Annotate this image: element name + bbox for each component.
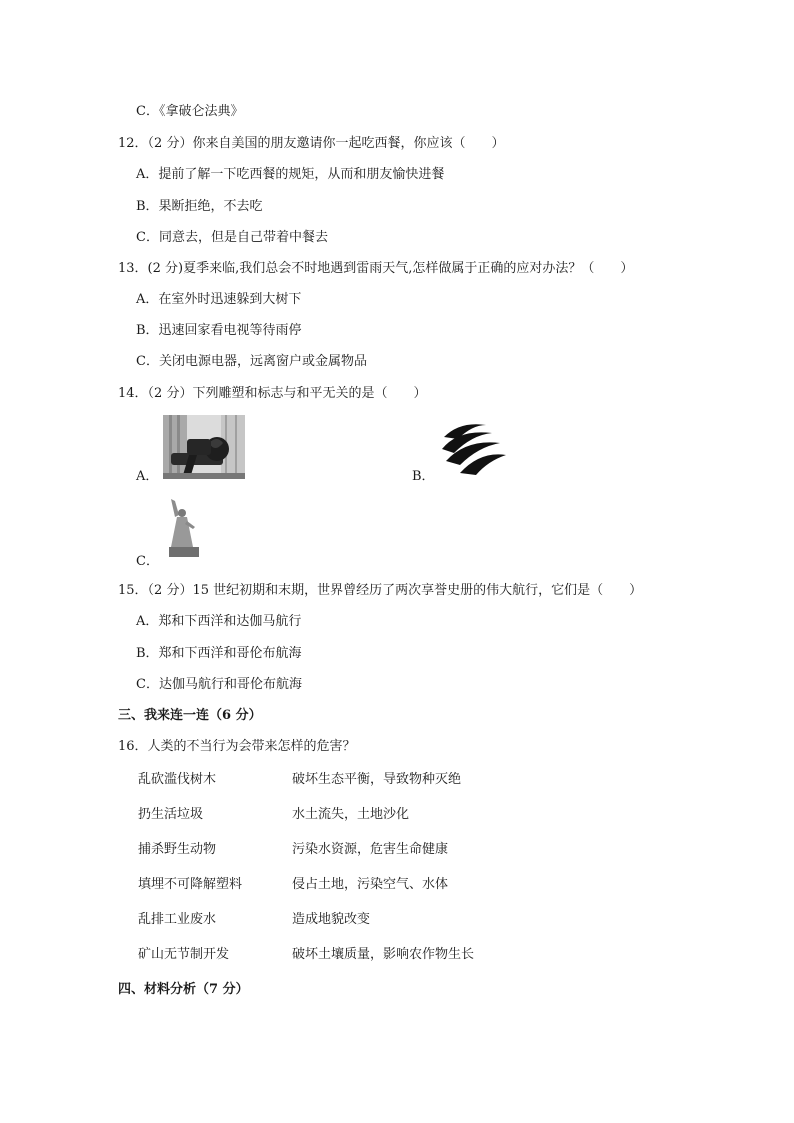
q16-stem: 16．人类的不当行为会带来怎样的危害？ [118, 739, 356, 754]
q13-option-c: C．关闭电源电器，远离窗户或金属物品 [136, 354, 367, 369]
match-left-item: 矿山无节制开发 [138, 947, 230, 962]
wto-logo-image [436, 415, 508, 479]
q15-option-c: C．达伽马航行和哥伦布航海 [136, 677, 302, 692]
q11-option-c: C．《拿破仑法典》 [136, 104, 244, 119]
q15-stem: 15．（2 分）15 世纪初期和末期，世界曾经历了两次享誉史册的伟大航行，它们是（ ） [118, 583, 643, 598]
match-left-item: 乱排工业废水 [138, 912, 217, 927]
match-right-item: 侵占土地，污染空气、水体 [292, 877, 449, 892]
q14-label-b: B． [412, 469, 435, 484]
match-right-item: 污染水资源，危害生命健康 [292, 842, 449, 857]
statue-figure-image [165, 495, 205, 559]
q15-option-a: A．郑和下西洋和达伽马航行 [136, 614, 302, 629]
match-right-item: 水土流失，土地沙化 [292, 807, 410, 822]
q12-option-a: A．提前了解一下吃西餐的规矩，从而和朋友愉快进餐 [136, 167, 445, 182]
q12-stem: 12．（2 分）你来自美国的朋友邀请你一起吃西餐，你应该（ ） [118, 136, 505, 151]
knotted-gun-sculpture-image [163, 415, 245, 479]
q13-option-b: B．迅速回家看电视等待雨停 [136, 323, 302, 338]
section4-heading: 四、材料分析（7 分） [118, 982, 249, 997]
q12-option-c: C．同意去，但是自己带着中餐去 [136, 230, 328, 245]
section3-heading: 三、我来连一连（6 分） [118, 708, 262, 723]
q14-label-a: A． [136, 469, 159, 484]
q13-option-a: A．在室外时迅速躲到大树下 [136, 292, 302, 307]
match-right-item: 造成地貌改变 [292, 912, 371, 927]
q14-label-c: C． [136, 554, 159, 569]
match-left-item: 扔生活垃圾 [138, 807, 204, 822]
match-left-item: 乱砍滥伐树木 [138, 772, 217, 787]
match-right-item: 破坏生态平衡，导致物种灭绝 [292, 772, 462, 787]
match-right-item: 破坏土壤质量，影响农作物生长 [292, 947, 475, 962]
match-left-item: 捕杀野生动物 [138, 842, 217, 857]
q12-option-b: B．果断拒绝，不去吃 [136, 199, 263, 214]
match-left-item: 填埋不可降解塑料 [138, 877, 243, 892]
q13-stem: 13．(2 分)夏季来临,我们总会不时地遇到雷雨天气,怎样做属于正确的应对办法？（ ） [118, 261, 634, 276]
q15-option-b: B．郑和下西洋和哥伦布航海 [136, 646, 302, 661]
q14-stem: 14．（2 分）下列雕塑和标志与和平无关的是（ ） [118, 386, 427, 401]
